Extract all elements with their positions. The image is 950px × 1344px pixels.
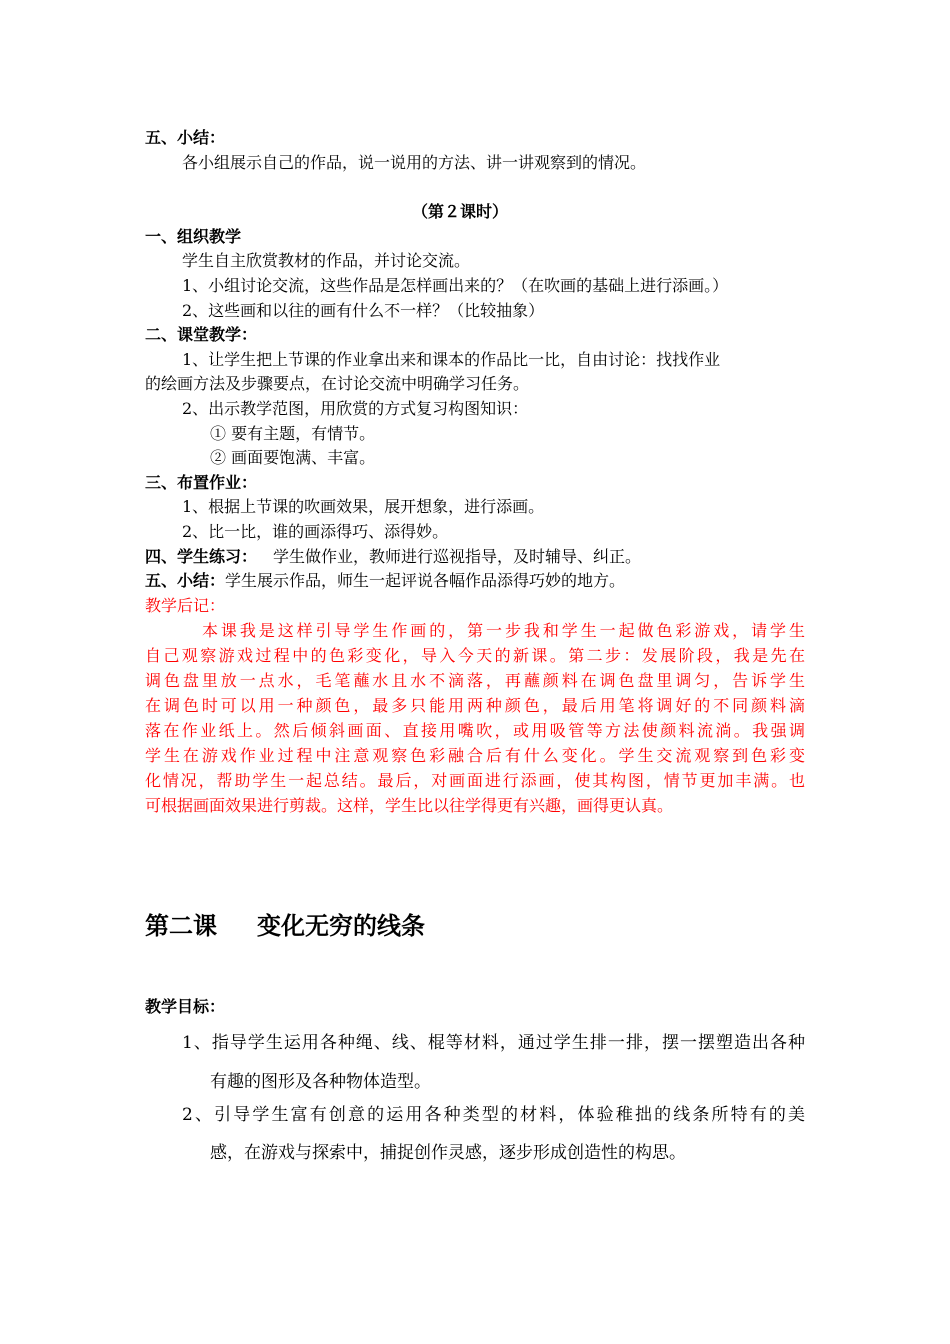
class-line: 的绘画方法及步骤要点，在讨论交流中明确学习任务。	[145, 374, 530, 393]
goals-heading: 教学目标：	[145, 997, 226, 1016]
homework-heading: 三、布置作业：	[145, 473, 258, 492]
summary-text: 各小组展示自己的作品，说一说用的方法、讲一讲观察到的情况。	[182, 153, 647, 172]
postscript-line: 本课我是这样引导学生作画的，第一步我和学生一起做色彩游戏，请学生	[202, 621, 805, 640]
practice-row	[145, 545, 641, 570]
org-line: 1、小组讨论交流，这些作品是怎样画出来的？（在吹画的基础上进行添画。）	[182, 276, 729, 295]
homework-line: 2、比一比，谁的画添得巧、添得妙。	[182, 522, 449, 541]
summary-heading: 五、小结：	[145, 128, 226, 147]
class-line: ② 画面要饱满、丰富。	[210, 448, 376, 467]
lesson-number: 第二课	[145, 911, 217, 940]
postscript-line: 在调色时可以用一种颜色，最多只能用两种颜色，最后用笔将调好的不同颜料滴	[145, 696, 805, 715]
class-line: 2、出示教学范图，用欣赏的方式复习构图知识：	[182, 399, 529, 418]
org-line: 学生自主欣赏教材的作品，并讨论交流。	[182, 251, 471, 270]
postscript-line: 学生在游戏作业过程中注意观察色彩融合后有什么变化。学生交流观察到色彩变	[145, 746, 805, 765]
postscript-line: 化情况，帮助学生一起总结。最后，对画面进行添画，使其构图，情节更加丰满。也	[145, 771, 805, 790]
practice-text: 学生做作业，教师进行巡视指导，及时辅导、纠正。	[273, 547, 642, 566]
postscript-heading: 教学后记：	[145, 596, 226, 615]
summary2-text: 学生展示作品，师生一起评说各幅作品添得巧妙的地方。	[225, 571, 626, 590]
postscript-line: 可根据画面效果进行剪裁。这样，学生比以往学得更有兴趣，画得更认真。	[145, 796, 674, 815]
class-heading: 二、课堂教学：	[145, 325, 258, 344]
class-line: ① 要有主题，有情节。	[210, 424, 376, 443]
session-title: （第２课时）	[412, 202, 509, 221]
postscript-line: 自己观察游戏过程中的色彩变化，导入今天的新课。第二步：发展阶段，我是先在	[145, 646, 805, 665]
goal-line: 有趣的图形及各种物体造型。	[210, 1072, 431, 1092]
lesson-title: 变化无穷的线条	[257, 911, 425, 940]
goal-line: 1、指导学生运用各种绳、线、棍等材料，通过学生排一排，摆一摆塑造出各种	[182, 1033, 805, 1053]
goal-line: 感，在游戏与探索中，捕捉创作灵感，逐步形成创造性的构思。	[210, 1143, 686, 1163]
practice-heading: 四、学生练习：	[145, 547, 258, 566]
lesson-title-row	[145, 906, 425, 941]
org-line: 2、这些画和以往的画有什么不一样？（比较抽象）	[182, 301, 545, 320]
postscript-line: 落在作业纸上。然后倾斜画面、直接用嘴吹，或用吸管等方法使颜料流淌。我强调	[145, 721, 805, 740]
summary2-row	[145, 569, 625, 594]
org-heading: 一、组织教学	[145, 227, 242, 246]
postscript-line: 调色盘里放一点水，毛笔蘸水且水不滴落，再蘸颜料在调色盘里调匀，告诉学生	[145, 671, 805, 690]
class-line: 1、让学生把上节课的作业拿出来和课本的作品比一比，自由讨论：找找作业	[182, 350, 721, 369]
homework-line: 1、根据上节课的吹画效果，展开想象，进行添画。	[182, 497, 545, 516]
summary2-heading: 五、小结：	[145, 571, 226, 590]
goal-line: 2、引导学生富有创意的运用各种类型的材料，体验稚拙的线条所特有的美	[182, 1105, 805, 1125]
